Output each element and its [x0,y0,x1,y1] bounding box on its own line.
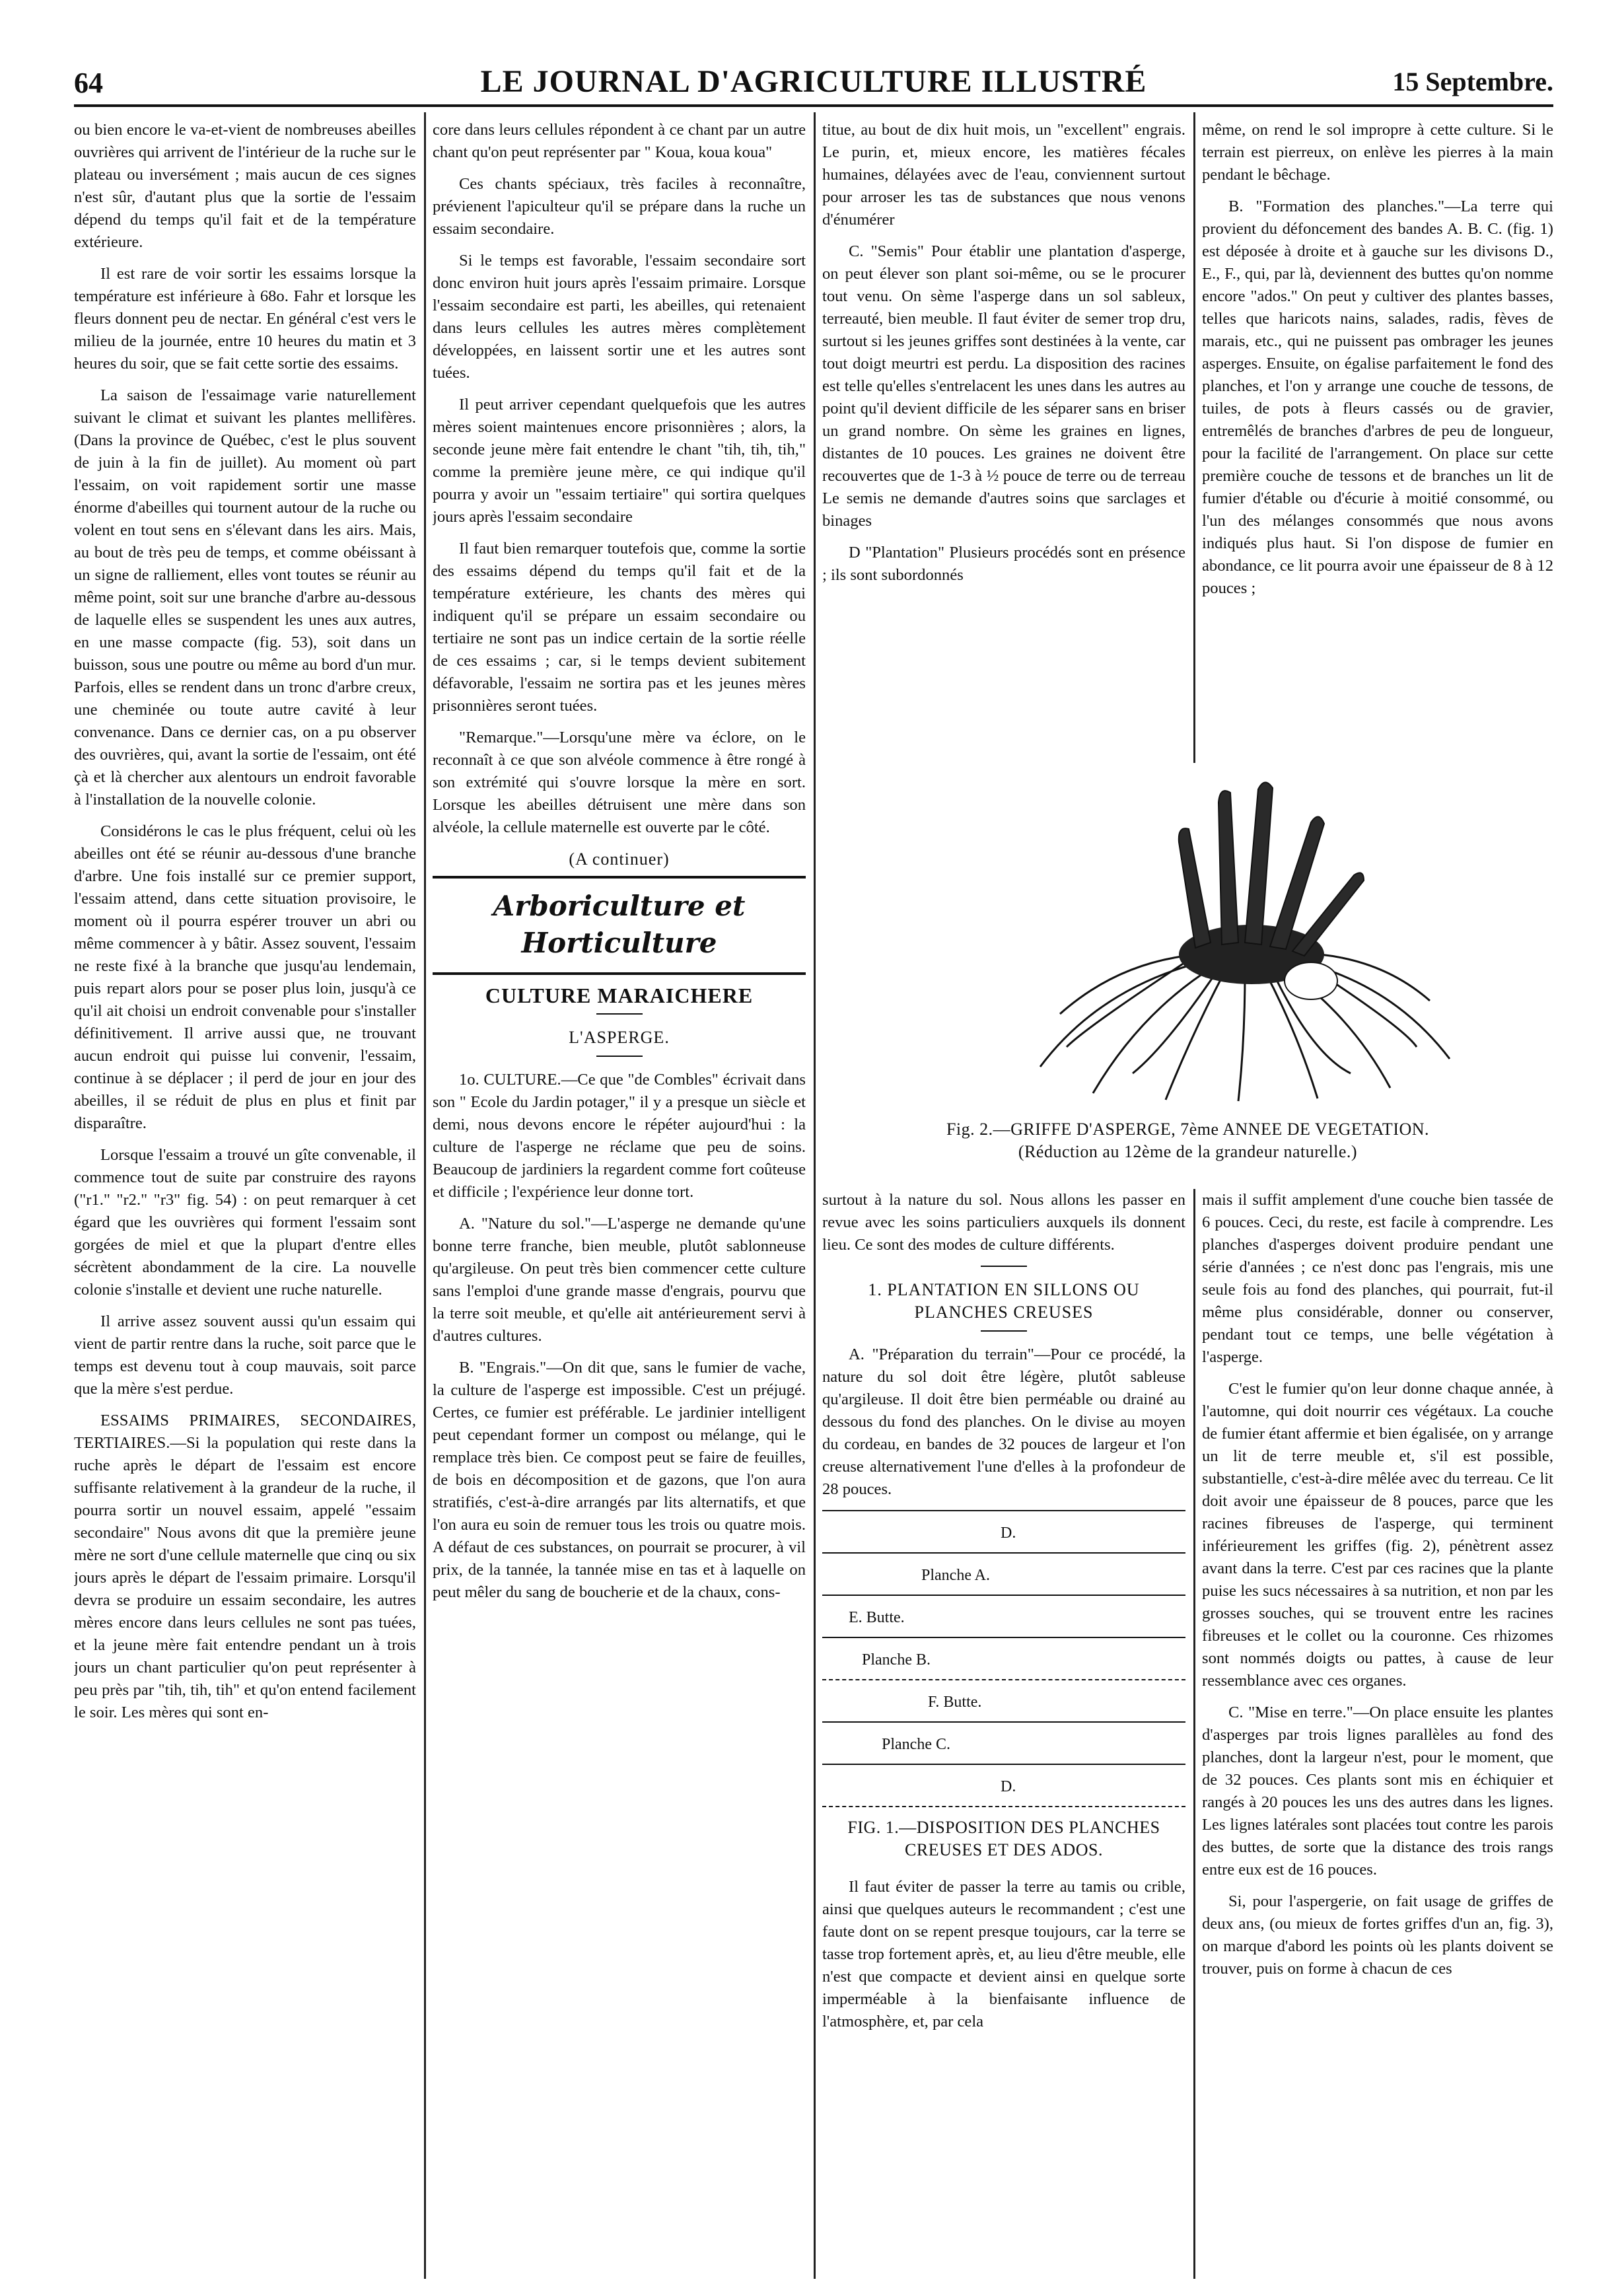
caption-line: Fig. 2.—GRIFFE D'ASPERGE, 7ème ANNEE DE VEGETATION. [946,1120,1430,1139]
page-header [74,61,1553,102]
paragraph: Il est rare de voir sortir les essaims lorsque la température est inférieure à 68o. Fahr et lorsque les fleurs donnent peu de nectar. En général c'est vers le milieu de la journée, entre 10 heures du matin et 3 heures du soir, que se fait cette sortie des essaims. [74,265,416,373]
column-3-top [822,119,1185,763]
paragraph: surtout à la nature du sol. Nous allons les passer en revue avec les soins particuliers auxquels ils donnent lieu. Ce sont des modes de culture différents. [822,1191,1185,1254]
paragraph: ESSAIMS PRIMAIRES, SECONDAIRES, TERTIAIRES.—Si la population qui reste dans la ruche après le départ de l'essaim est encore suffisante relativement à la grandeur de la ruche, il pourra sortir un nouvel essaim, appelé "essaim secondaire" Nous avons dit que la première jeune mère ne sort d'une cellule maternelle que cinq ou six jours après le départ de l'essaim primaire. Lorsqu'il devra se produire un essaim secondaire, les autres mères encore dans leurs cellules ne sont pas tuées, et la jeune mère fait entendre pendant un à trois jours un chant particulier qu'on peut représenter à peu près par "tih, tih, tih" et qu'on entend facilement le soir. Les mères qui sont en- [74,1412,416,1721]
short-rule [981,1330,1027,1332]
paragraph: C. "Mise en terre."—On place ensuite les plantes d'asperges par trois lignes parallèles au fond des planches, dont la largeur n'est, pour le moment, que de 32 pouces. Ces plants sont mis en échiquier et rangés à 20 pouces les uns des autres dans les lignes. Les lignes latérales sont placées tout contre les parois des buttes, de sorte que la distance des trois rangs entre eux est de 16 pouces. [1202,1704,1553,1879]
fig1-label: F. Butte. [928,1694,982,1711]
section-rule [433,876,806,879]
section-rule [433,972,806,975]
column-rule [424,112,426,2279]
fig1-band [822,1638,1185,1680]
column-3-bottom [822,1189,1185,2279]
continued-note: (A continuer) [569,849,670,869]
paragraph: La saison de l'essaimage varie naturellement suivant le climat et suivant les plantes mellifères. (Dans la province de Québec, c'est le plus souvent de juin à la fin de juillet). Au moment où part l'essaim, on voit rapidement sortir une masse énorme d'abeilles qui tournent autour de la ruche ou volent en tout sens en s'élevant dans les airs. Mais, au bout de très peu de temps, et comme obéissant à un signe de ralliement, elles vont toutes se réunir au même point, soit sur une branche d'arbre au-dessous de laquelle elles se suspendent les unes aux autres, en une masse compacte (fig. 53), soit dans un buisson, sous une poutre ou même au bord d'un mur. Parfois, elles se rendent dans un tronc d'arbre creux, une cheminée ou toute autre cavité à leur convenance. Dans ce dernier cas, on a pu observer des ouvrières, qui, avant la sortie de l'essaim, ont été çà et là chercher aux alentours un endroit favorable à l'installation de la nouvelle colonie. [74,386,416,808]
culture-title: CULTURE MARAICHERE [485,984,754,1007]
paragraph: Considérons le cas le plus fréquent, celui où les abeilles ont été se réunir au-dessous d'une branche d'arbre. Une fois installé sur ce premier support, l'essaim attend, dans cette situation provisoire, le moment où il pourra espérer trouver un abri ou même commencer à y bâtir. Assez souvent, l'essaim ne reste fixé à la branche que jusqu'au lendemain, puis repart alors pour se poser plus loin, jusqu'à ce qu'il ait choisi un endroit convenable pour s'installer définitivement. Il arrive aussi que, ne trouvant aucun endroit qui puisse lui convenir, l'essaim, continue à se déplacer ; il perd de jour en jour des abeilles, il se réduit de plus en plus et finit par disparaître. [74,822,416,1132]
column-2 [433,119,806,2279]
fig1-band [822,1596,1185,1638]
paragraph: core dans leurs cellules répondent à ce chant par un autre chant qu'on peut représenter par " Koua, koua koua" [433,121,806,161]
fig1-band [822,1723,1185,1765]
paragraph: Si, pour l'aspergerie, on fait usage de griffes de deux ans, (ou mieux de fortes griffes d'un an, fig. 3), on marque d'abord les points où les plants doivent se trouver, puis on forme à chacun de ces [1202,1892,1553,1978]
fig1-label: D. [1001,1778,1016,1795]
paragraph: B. "Formation des planches."—La terre qui provient du défoncement des bandes A. B. C. (fig. 1) est déposée à droite et à gauche sur les divisons D., E., F., qui, par là, deviennent des buttes qu'on nomme encore "ados." On peut y cultiver des plantes basses, telles que haricots nains, salades, radis, fèves de marais, etc., qui ne puissent pas ombrager les jeunes asperges. Ensuite, on égalise parfaitement le fond des planches, et l'on y arrange une couche de tessons, de tuiles, de pots à fleurs cassés ou de gravier, entremêlés de branches d'arbres de peu de longueur, pour la facilité de l'arrangement. On place sur cette première couche de tessons et de branches un lit de fumier d'étable ou d'écurie à moitié consommé, ou l'un des mélanges consommés que nous avons indiqués plus haut. Si l'on dispose de fumier en abondance, ce lit pourra avoir une épaisseur de 8 à 12 pouces ; [1202,197,1553,597]
paragraph: Ces chants spéciaux, très faciles à reconnaître, prévienent l'apiculteur qu'il se prépare dans la ruche un essaim secondaire. [433,175,806,238]
fig1-label: Planche B. [862,1651,931,1668]
paragraph: Lorsque l'essaim a trouvé un gîte convenable, il commence tout de suite par construire des rayons ("r1." "r2." "r3" fig. 54) : on peut remarquer à cet égard que les ouvrières qui forment l'essaim sont gorgées de miel et que la plupart d'entre elles sécrètent abondamment de la cire. La nouvelle colonie s'installe et devient une ruche naturelle. [74,1146,416,1299]
fig1-label: Planche A. [921,1567,990,1584]
fig1-band [822,1510,1185,1554]
fig1-label: E. Butte. [849,1609,905,1626]
paragraph: Il arrive assez souvent aussi qu'un essaim qui vient de partir rentre dans la ruche, soit parce que le temps est devenu tout à coup mauvais, soit parce que la mère s'est perdue. [74,1312,416,1398]
page-number: 64 [74,67,103,99]
column-4-bottom [1202,1189,1553,2279]
paragraph: C'est le fumier qu'on leur donne chaque année, à l'automne, qui doit nourrir ces végétaux. La couche de fumier étant affermie et bien égalisée, on y arrange un lit de terre meuble et, s'il est possible, substantielle, c'est-à-dire mêlée avec du terreau. Ce lit doit avoir une épaisseur de 8 pouces, parce que les racines fibreuses de l'asperge, qui terminent inférieurement les griffes (fig. 2), pénètrent assez avant dans la terre. C'est par ces racines que la plante puise les sucs nécessaires à sa nutrition, et non par les grosses souches, qui se trouvent entre les racines fibreuses et le collet ou la couronne. Ces rhizomes sont nommés doigts ou pattes, à cause de leur ressemblance avec ces organes. [1202,1380,1553,1690]
fig1-label: D. [1001,1525,1016,1542]
paragraph: Il faut bien remarquer toutefois que, comme la sortie des essaims dépend du temps qu'il fait et de la température extérieure, les chants des mères qui indiquent qu'il se prépare un essaim secondaire ou tertiaire ne sont pas un indice certain de la sortie réelle de ces essaims ; car, si le temps devient subitement défavorable, l'essaim ne sortira pas et les jeunes mères prisonnières seront tuées. [433,540,806,715]
paragraph: C. "Semis" Pour établir une plantation d'asperge, on peut élever son plant soi-même, ou se le procurer tout venu. On sème l'asperge dans un sol sableux, terreauté, bien meuble. Il faut éviter de semer trop dru, surtout si les jeunes griffes sont destinées à la vente, car tout doigt meurtri est perdu. La disposition des racines est telle qu'elles s'entrelacent les unes dans les autres au point qu'il devient difficile de les séparer sans en briser un grand nombre. On sème les graines en lignes, distantes de 10 pouces. Les graines ne doivent être recouvertes que de 1-3 à ½ pouce de terre ou de terreau Le semis ne demande d'autres soins que sarclages et binages [822,242,1185,530]
paragraph: Il peut arriver cependant quelquefois que les autres mères soient maintenues encore prisonnières ; alors, la seconde jeune mère fait entendre le chant "tih, tih, tih," comme la première jeune mère, ce qui indique qu'il pourra y avoir un "essaim tertiaire" qui sortira quelques jours après l'essaim secondaire [433,396,806,526]
paragraph: B. "Engrais."—On dit que, sans le fumier de vache, la culture de l'asperge est impossible. C'est un préjugé. Certes, ce fumier est préférable. Le jardinier intelligent peut cependant former un compost ou mélange, qui le remplace très bien. Ce compost peut se faire de feuilles, de bois en décomposition et de gazons, que l'on aura stratifiés, c'est-à-dire arrangés par lits alternatifs, et que l'on aura eu soin de remuer tous les trois ou quatre mois. A défaut de ces substances, on pourrait se procurer, à vil prix, de la tannée, la tannée mise en tas et à laquelle on peut mêler du sang de boucherie et de la chaux, cons- [433,1359,806,1601]
fig1-band [822,1680,1185,1723]
short-rule [596,1056,643,1057]
journal-title: LE JOURNAL D'AGRICULTURE ILLUSTRÉ [480,64,1147,99]
paragraph: "Remarque."—Lorsqu'une mère va éclore, on le reconnaît à ce que son alvéole commence à être rongé à son extrémité qui s'ouvre lorsque la mère en sort. Lorsque les abeilles détruisent une mère dans son alvéole, la cellule maternelle est ouverte par le côté. [433,729,806,836]
column-rule [814,112,816,2279]
caption-line: (Réduction au 12ème de la grandeur naturelle.) [1018,1142,1358,1161]
paragraph: A. "Nature du sol."—L'asperge ne demande qu'une bonne terre franche, bien meuble, plutôt sablonneuse qu'argileuse. On peut très bien commencer cette culture sans l'emploi d'une grande masse d'engrais, pourvu que la terre soit meuble, et qu'elle ait antérieurement servi à d'autres cultures. [433,1215,806,1345]
paragraph: 1o. CULTURE.—Ce que "de Combles" écrivait dans son " Ecole du Jardin potager," il y a presque un siècle et demi, nous devons encore le répéter aujourd'hui : la culture de l'asperge ne réclame que peu de soins. Beaucoup de jardiniers la regardent comme fort coûteuse et difficile ; l'expérience leur donne tort. [433,1071,806,1201]
paragraph: ou bien encore le va-et-vient de nombreuses abeilles ouvrières qui arrivent de l'intérieur de la ruche sur le plateau ou inversément ; mais aucun de ces signes n'est sûr, d'autant plus que la sortie de l'essaim dépend du temps qu'il fait et de la température extérieure. [74,121,416,251]
paragraph: même, on rend le sol impropre à cette culture. Si le terrain est pierreux, on enlève les pierres à la main pendant le bêchage. [1202,121,1553,184]
figure-1-caption: FIG. 1.—DISPOSITION DES PLANCHES CREUSES ET DES ADOS. [847,1818,1160,1859]
header-rule [74,104,1553,107]
subsection-heading: 1. PLANTATION EN SILLONS OU PLANCHES CREUSES [868,1280,1140,1322]
column-rule [1193,112,1195,763]
section-title: Arboriculture et Horticulture [493,890,746,959]
column-rule [1193,1189,1195,2279]
short-rule [981,1266,1027,1267]
paragraph: titue, au bout de dix huit mois, un "excellent" engrais. Le purin, et, mieux encore, les matières fécales humaines, délayées avec de l'eau, conviennent surtout pour arroser les tas de substances que nous venons d'énumérer [822,121,1185,229]
paragraph: A. "Préparation du terrain"—Pour ce procédé, la nature du sol doit être légère, plutôt sableuse qu'argileuse. Il doit être bien perméable ou drainé au dessous du fond des planches. On le divise au moyen du cordeau, en bandes de 32 pouces de largeur et l'on creuse alternativement l'une d'elles à la profondeur de 28 pouces. [822,1345,1185,1498]
fig1-band [822,1765,1185,1807]
column-1 [74,119,416,2279]
figure-2-caption [822,1118,1553,1163]
fig1-band [822,1554,1185,1596]
paragraph: D "Plantation" Plusieurs procédés sont en présence ; ils sont subordonnés [822,544,1185,584]
asparagus-crown-illustration [968,763,1516,1106]
paragraph: Il faut éviter de passer la terre au tamis ou crible, ainsi que quelques auteurs le recommandent ; c'est une faute dont on se repent presque toujours, car la terre se tasse trop fortement après, et, au lieu d'être meuble, elle n'est que compacte et devient ainsi en quelque sorte imperméable à la bienfaisante influence de l'atmosphère, et, par cela [822,1878,1185,2030]
issue-date: 15 Septembre. [1392,67,1553,96]
paragraph: mais il suffit amplement d'une couche bien tassée de 6 pouces. Ceci, du reste, est facile à comprendre. Les planches d'asperges doivent produire pendant une série d'années ; ce n'est donc pas l'engrais, mis une seule fois au fond des planches, qui pourrait, fut-il même plus considérable, donner ou conserver, pendant tout ce temps, une belle végétation à l'asperge. [1202,1191,1553,1366]
figure-1-diagram [822,1510,1185,1807]
paragraph: Si le temps est favorable, l'essaim secondaire sort donc environ huit jours après l'essaim primaire. Lorsque l'essaim secondaire est parti, les abeilles, qui retenaient dans leurs cellules les autres mères complètement développées, en laissent sortir une et les autres sont tuées. [433,252,806,382]
fig1-label: Planche C. [882,1736,950,1753]
article-subject: L'ASPERGE. [569,1028,670,1047]
column-4-top [1202,119,1553,763]
short-rule [596,1013,643,1015]
